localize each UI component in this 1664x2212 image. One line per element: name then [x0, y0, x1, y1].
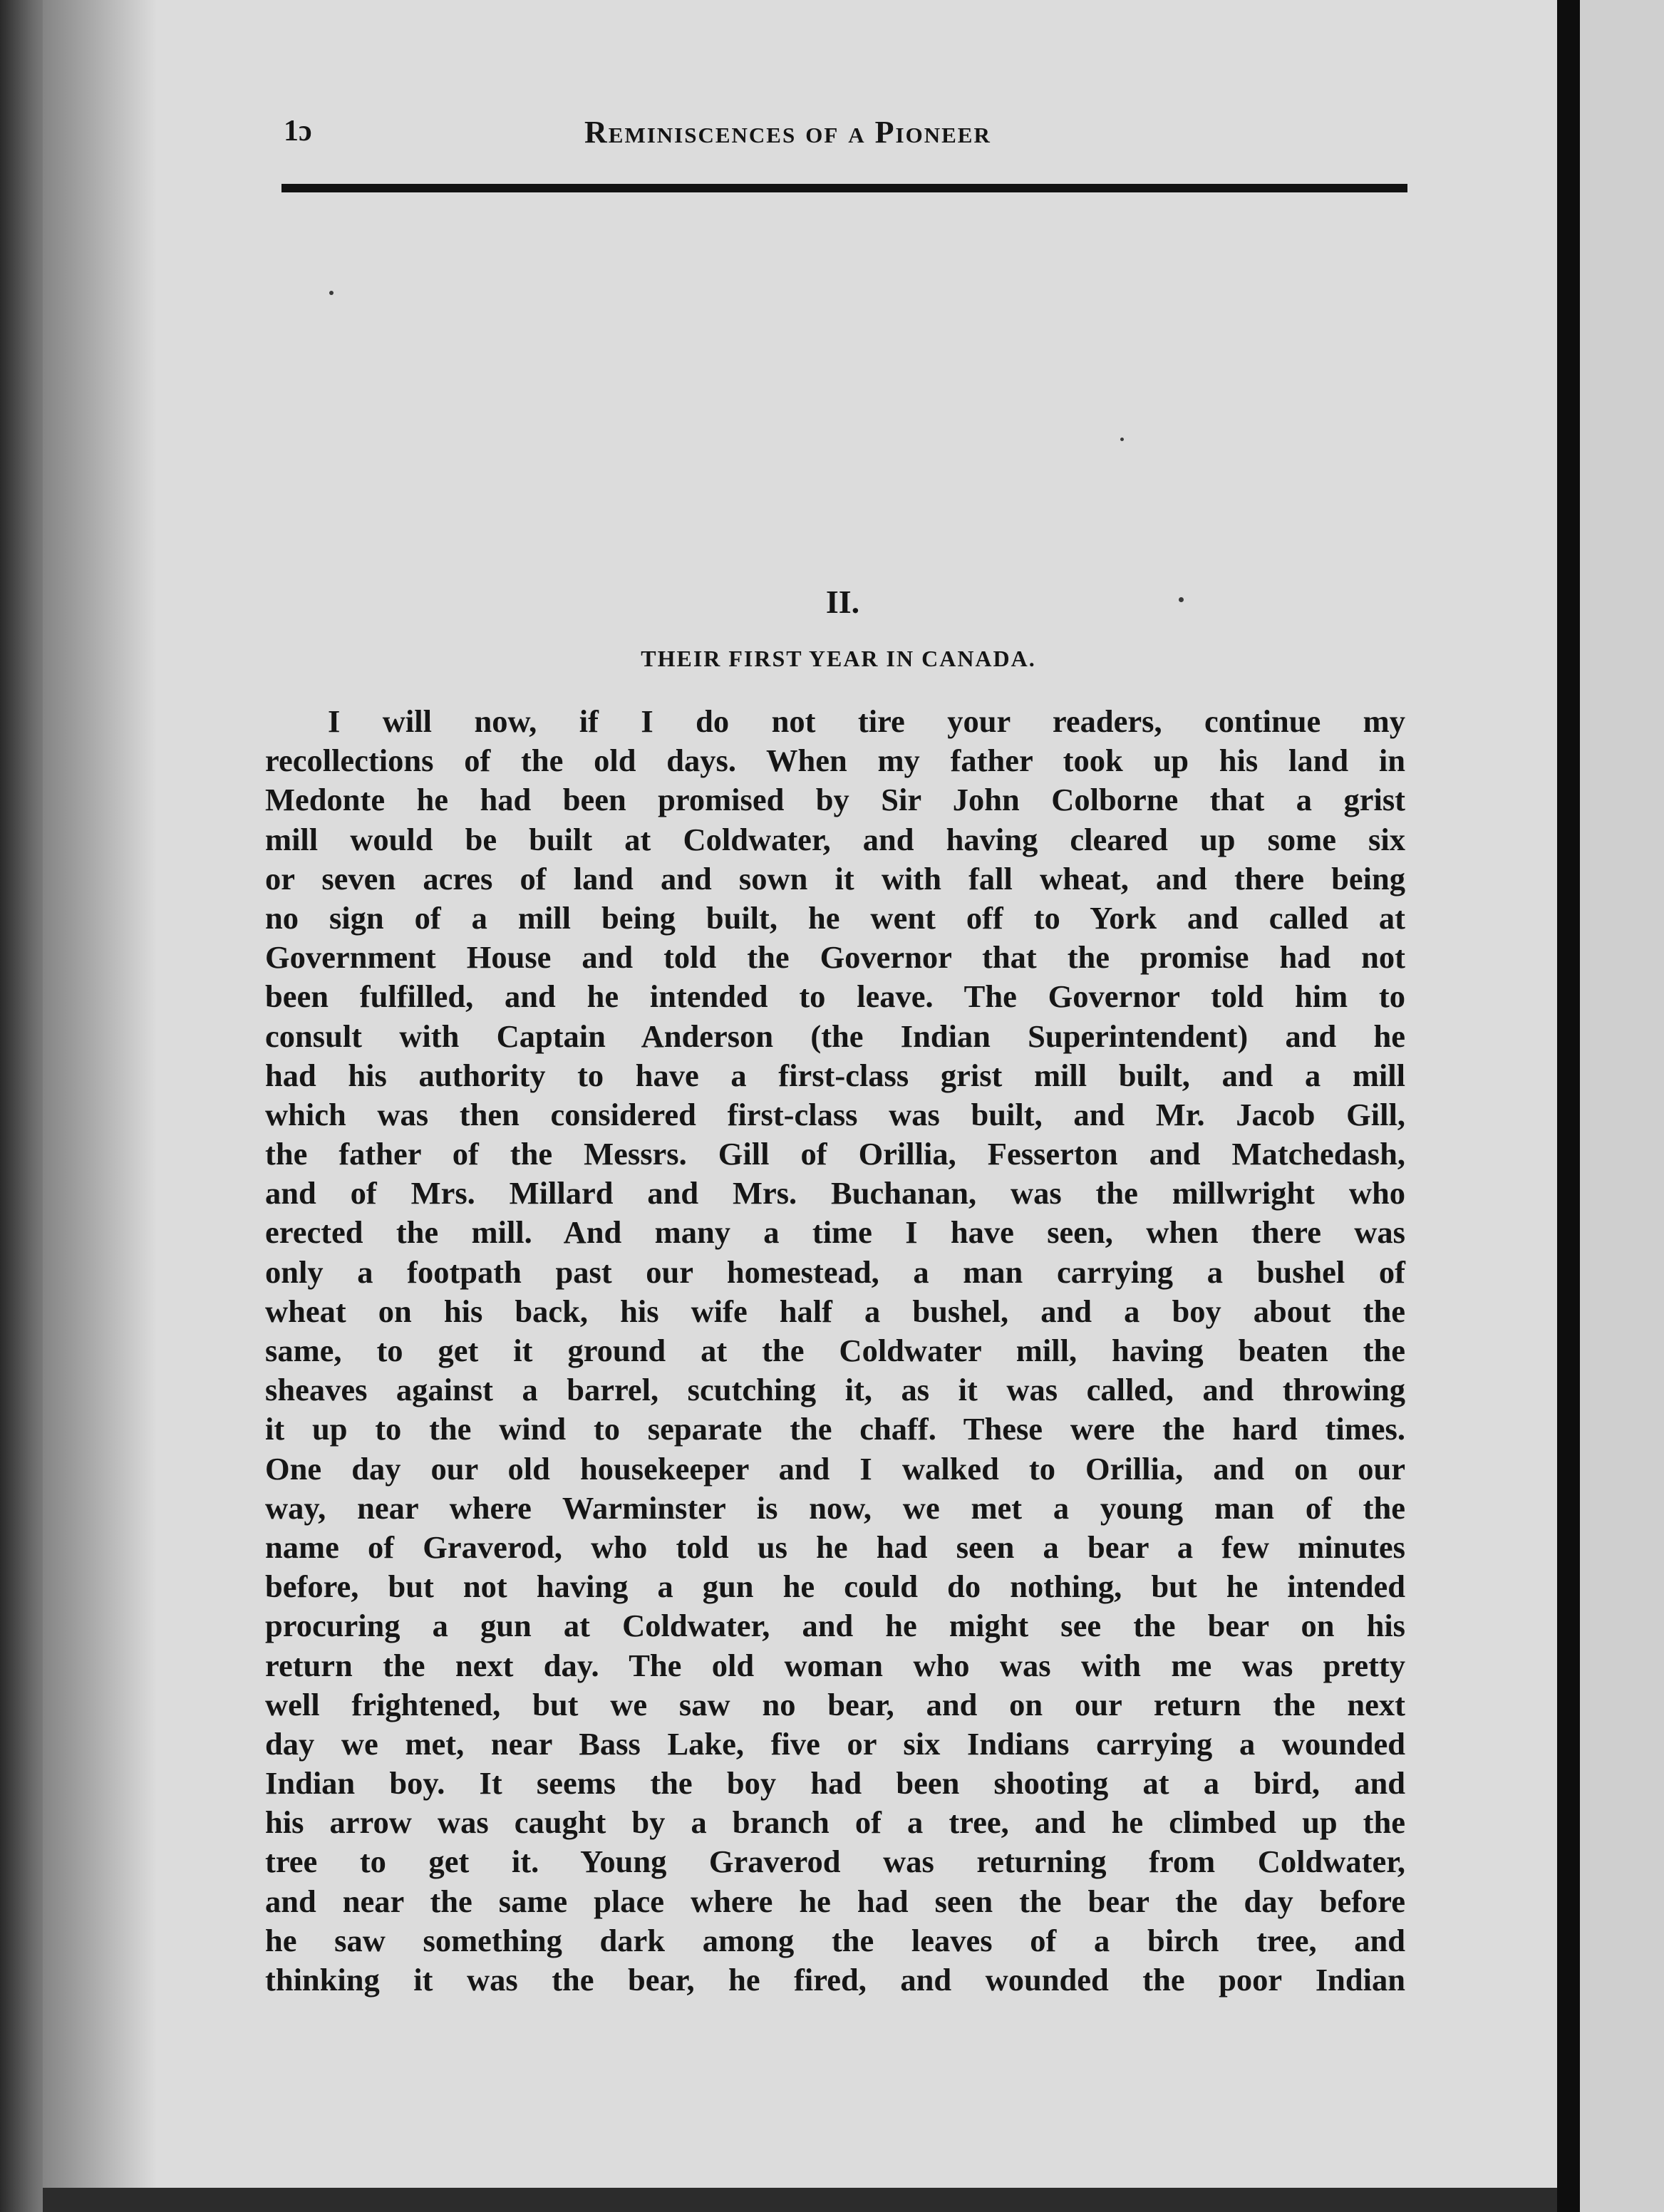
page-number: 1ɔ [284, 115, 312, 148]
chapter-title-text: THEIR FIRST YEAR IN CANADA. [641, 646, 1036, 671]
chapter-number-text: II. [825, 584, 860, 620]
text-line: no sign of a mill being built, he went off to York and called at [265, 899, 1405, 936]
text-line: day we met, near Bass Lake, five or six Indians carrying a wounded [265, 1725, 1405, 1762]
text-line: it up to the wind to separate the chaff. These were the hard times. [265, 1411, 1405, 1447]
text-line: thinking it was the bear, he fired, and wounded the poor Indian [265, 1962, 1405, 1997]
chapter-title [0, 646, 1664, 672]
dust-speck [329, 291, 334, 295]
text-line: the father of the Messrs. Gill of Orillia, Fesserton and Matchedash, [265, 1136, 1405, 1172]
text-line: and of Mrs. Millard and Mrs. Buchanan, was the millwright who [265, 1175, 1405, 1211]
text-line: sheaves against a barrel, scutching it, as it was called, and throwing [265, 1372, 1405, 1408]
text-line: procuring a gun at Coldwater, and he might see the bear on his [265, 1608, 1405, 1644]
text-line: and near the same place where he had seen the bear the day before [265, 1883, 1405, 1919]
page-shadow [43, 0, 157, 2212]
chapter-number [0, 583, 1664, 621]
right-edge-shadow [1557, 0, 1580, 2212]
text-line: well frightened, but we saw no bear, and on our return the next [265, 1686, 1405, 1722]
text-line: erected the mill. And many a time I have seen, when there was [265, 1214, 1405, 1251]
text-line: recollections of the old days. When my father took up his land in [265, 743, 1405, 779]
text-line: which was then considered first-class was built, and Mr. Jacob Gill, [265, 1096, 1405, 1132]
text-line: name of Graverod, who told us he had seen a bear a few minutes [265, 1529, 1405, 1565]
text-line: his arrow was caught by a branch of a tree, and he climbed up the [265, 1804, 1405, 1841]
bottom-edge-shadow [43, 2188, 1557, 2212]
text-line: way, near where Warminster is now, we met a young man of the [265, 1489, 1405, 1526]
text-line: he saw something dark among the leaves of a birch tree, and [265, 1922, 1405, 1958]
running-head [0, 114, 1664, 164]
text-line: before, but not having a gun he could do nothing, but he intended [265, 1568, 1405, 1605]
text-line: same, to get it ground at the Coldwater mill, having beaten the [265, 1333, 1405, 1368]
text-line: wheat on his back, his wife half a bushel, and a boy about the [265, 1293, 1405, 1329]
text-line: consult with Captain Anderson (the Indian Superintendent) and he [265, 1018, 1405, 1054]
adjacent-page-edge [1580, 0, 1664, 2212]
text-line: mill would be built at Coldwater, and having cleared up some six [265, 821, 1405, 857]
text-line: been fulfilled, and he intended to leave. The Governor told him to [265, 978, 1405, 1015]
running-title: Reminiscences of a Pioneer [584, 115, 991, 150]
text-line: had his authority to have a first-class grist mill built, and a mill [265, 1057, 1405, 1093]
text-line: Indian boy. It seems the boy had been shooting at a bird, and [265, 1765, 1405, 1802]
dust-speck [1120, 438, 1124, 441]
text-line: Medonte he had been promised by Sir John Colborne that a grist [265, 782, 1405, 818]
header-rule [281, 184, 1407, 192]
body-text [265, 702, 1405, 2000]
text-line: or seven acres of land and sown it with fall wheat, and there being [265, 860, 1405, 896]
text-line: return the next day. The old woman who was with me was pretty [265, 1647, 1405, 1683]
text-line: only a footpath past our homestead, a man carrying a bushel of [265, 1254, 1405, 1290]
text-line: Government House and told the Governor that the promise had not [265, 939, 1405, 976]
text-line: One day our old housekeeper and I walked to Orillia, and on our [265, 1450, 1405, 1487]
text-line: I will now, if I do not tire your readers, continue my [328, 703, 1405, 739]
text-line: tree to get it. Young Graverod was returning from Coldwater, [265, 1844, 1405, 1880]
